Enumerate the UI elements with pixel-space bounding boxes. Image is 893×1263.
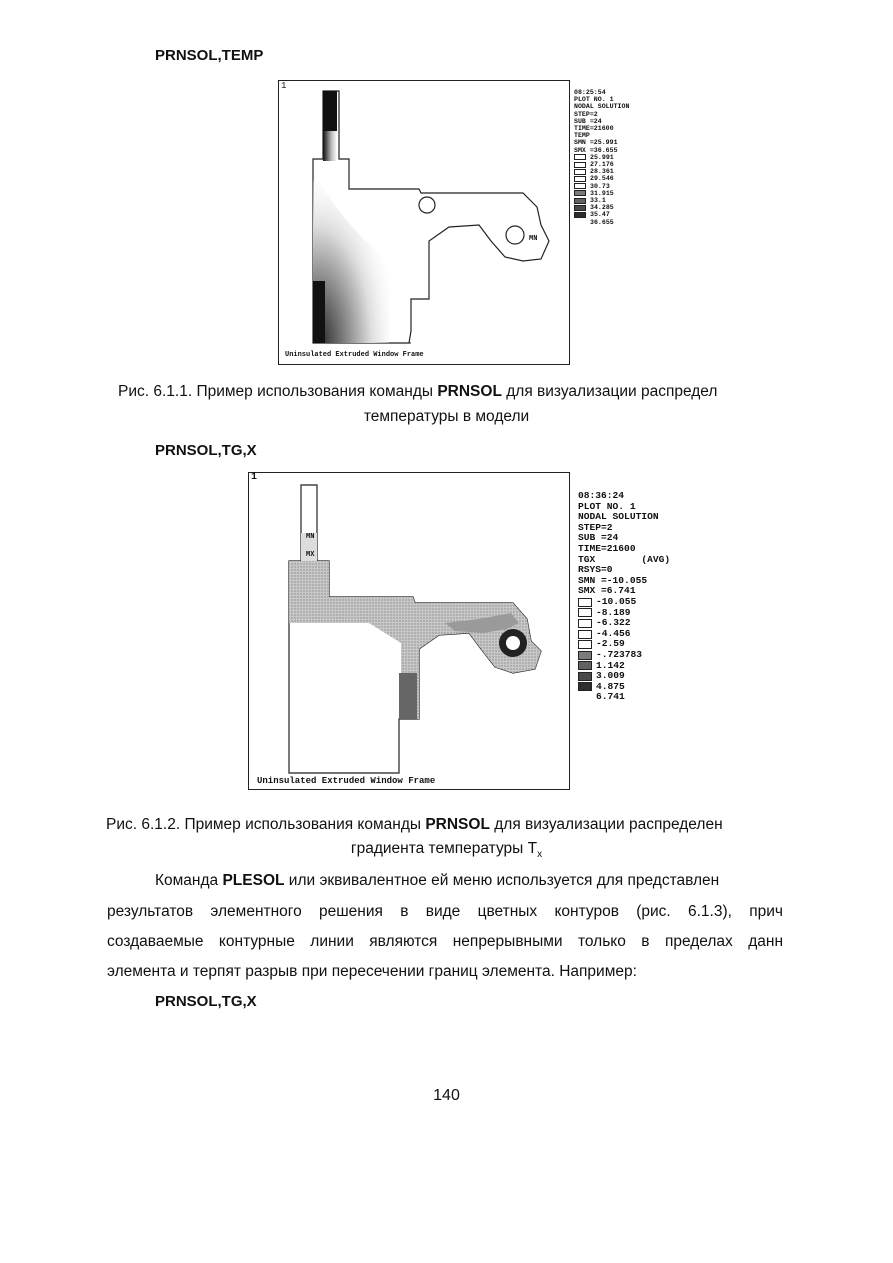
legend-row — [574, 161, 684, 168]
legend-value: -.723783 — [596, 648, 643, 660]
legend-swatch — [578, 661, 592, 670]
caption-text: для визуализации распределен — [489, 816, 723, 833]
caption-text: Рис. 6.1.1. Пример использования команды — [118, 383, 438, 400]
legend-row — [574, 154, 684, 161]
legend-header-line: TIME=21600 — [574, 125, 614, 133]
legend-swatch — [574, 190, 586, 196]
legend-header-line: TEMP — [574, 132, 590, 140]
figure-1-legend-header — [574, 89, 684, 154]
legend-row — [574, 168, 684, 175]
figure-2-window-number: 1 — [251, 472, 258, 483]
legend-swatch — [574, 212, 586, 218]
figure-2-footer: Uninsulated Extruded Window Frame — [257, 776, 436, 786]
legend-header-line: SUB =24 — [578, 532, 619, 544]
figure-1-end-circle — [506, 226, 524, 244]
figure-2-caption — [106, 814, 723, 836]
legend-swatch — [574, 198, 586, 204]
figure-1-legend-scale — [574, 154, 684, 226]
legend-swatch — [574, 169, 586, 175]
figure-1-node-label: MN — [529, 235, 538, 243]
legend-value: 29.546 — [590, 175, 614, 183]
legend-value: 30.73 — [590, 182, 610, 190]
legend-value: 27.176 — [590, 161, 614, 169]
legend-header-line: RSYS=0 — [578, 564, 613, 576]
command-prnsol-tg-x: PRNSOL,TG,X — [155, 442, 257, 459]
legend-value: -2.59 — [596, 638, 625, 650]
figure-1-caption — [118, 381, 717, 403]
legend-swatch — [578, 630, 592, 639]
caption-text: Рис. 6.1.2. Пример использования команды — [106, 816, 426, 833]
paragraph-line-4: элемента и терпят разрыв при пересечении границ элемента. Например: — [107, 963, 637, 980]
legend-row — [574, 204, 684, 211]
legend-header-line: 08:25:54 — [574, 89, 606, 96]
legend-swatch — [574, 162, 586, 168]
page-number: 140 — [433, 1087, 460, 1104]
legend-header-line: SMX =36.655 — [574, 146, 618, 154]
figure-2-caption-line2 — [0, 838, 893, 866]
legend-value: 4.875 — [596, 680, 625, 692]
legend-value: 28.361 — [590, 168, 614, 176]
figure-1-hot-column — [323, 91, 337, 131]
caption-text: градиента температуры Т — [350, 840, 538, 857]
legend-value: 25.991 — [590, 153, 614, 161]
legend-row — [578, 650, 708, 661]
legend-swatch — [578, 672, 592, 681]
caption-subscript: x — [537, 849, 543, 861]
legend-header-line: 08:36:24 — [578, 490, 625, 501]
legend-row — [574, 219, 684, 226]
legend-header-line: TIME=21600 — [578, 542, 636, 554]
command-prnsol-tg-x-2: PRNSOL,TG,X — [155, 993, 257, 1010]
legend-value: 6.741 — [596, 691, 625, 703]
legend-swatch — [574, 176, 586, 182]
figure-2-node-label-mx: MX — [306, 551, 315, 559]
figure-1-model — [279, 81, 569, 364]
figure-1-plot — [278, 80, 570, 365]
figure-2-model — [249, 473, 569, 789]
figure-1-legend — [574, 89, 684, 226]
legend-swatch — [574, 205, 586, 211]
legend-swatch — [578, 598, 592, 607]
legend-header-line: PLOT NO. 1 — [574, 96, 614, 104]
figure-2-node-label-mn: MN — [306, 533, 315, 541]
legend-header-line: PLOT NO. 1 — [578, 500, 636, 512]
legend-swatch — [574, 183, 586, 189]
legend-row — [574, 197, 684, 204]
figure-1-caption-line2: температуры в модели — [363, 408, 530, 425]
paragraph-text: Команда — [155, 872, 223, 889]
legend-value: -8.189 — [596, 606, 631, 618]
legend-header-line: NODAL SOLUTION — [574, 103, 630, 111]
legend-value: 34.285 — [590, 204, 614, 212]
legend-header-line: TGX (AVG) — [578, 553, 671, 565]
paragraph-command: PLESOL — [222, 872, 285, 889]
paragraph-line-3: создаваемые контурные линии являются непрерывными только в пределах данн — [107, 933, 783, 950]
figure-1-window-number: 1 — [281, 81, 287, 91]
legend-value: 3.009 — [596, 670, 625, 682]
legend-row — [574, 175, 684, 182]
paragraph-line-1 — [155, 872, 719, 890]
legend-value: 31.915 — [590, 189, 614, 197]
legend-swatch — [578, 640, 592, 649]
command-prnsol-temp: PRNSOL,TEMP — [155, 47, 264, 64]
legend-swatch — [578, 651, 592, 660]
legend-header-line: SMN =-10.055 — [578, 574, 648, 586]
legend-row — [578, 692, 708, 703]
legend-value: -4.456 — [596, 627, 631, 639]
caption-text: для визуализации распредел — [501, 383, 718, 400]
legend-header-line: SUB =24 — [574, 117, 602, 125]
figure-2-legend-scale — [578, 597, 708, 703]
figure-1-footer: Uninsulated Extruded Window Frame — [285, 351, 424, 359]
legend-header-line: SMN =25.991 — [574, 139, 618, 147]
legend-value: -10.055 — [596, 595, 637, 607]
legend-row — [574, 183, 684, 190]
caption-command: PRNSOL — [437, 383, 502, 400]
legend-swatch — [578, 682, 592, 691]
paragraph-text: или эквивалентное ей меню используется для представлен — [284, 872, 720, 889]
legend-header-line: SMX =6.741 — [578, 585, 636, 597]
legend-value: 36.655 — [590, 218, 614, 226]
legend-header-line: STEP=2 — [574, 110, 598, 118]
legend-value: -6.322 — [596, 617, 631, 629]
figure-2-end-hole — [506, 636, 520, 650]
legend-header-line: STEP=2 — [578, 521, 613, 533]
legend-value: 1.142 — [596, 659, 625, 671]
legend-swatch — [578, 608, 592, 617]
legend-swatch — [574, 154, 586, 160]
paragraph-line-2: результатов элементного решения в виде цветных контуров (рис. 6.1.3), прич — [107, 903, 783, 920]
legend-row — [578, 597, 708, 608]
legend-row — [574, 211, 684, 218]
figure-2-plot — [248, 472, 570, 790]
caption-command: PRNSOL — [425, 816, 490, 833]
legend-value: 35.47 — [590, 211, 610, 219]
legend-value: 33.1 — [590, 197, 606, 205]
figure-2-legend — [578, 491, 708, 703]
legend-header-line: NODAL SOLUTION — [578, 511, 659, 523]
figure-2-legend-header — [578, 491, 708, 597]
figure-1-hole-circle — [419, 197, 435, 213]
legend-swatch — [578, 619, 592, 628]
legend-row — [574, 190, 684, 197]
